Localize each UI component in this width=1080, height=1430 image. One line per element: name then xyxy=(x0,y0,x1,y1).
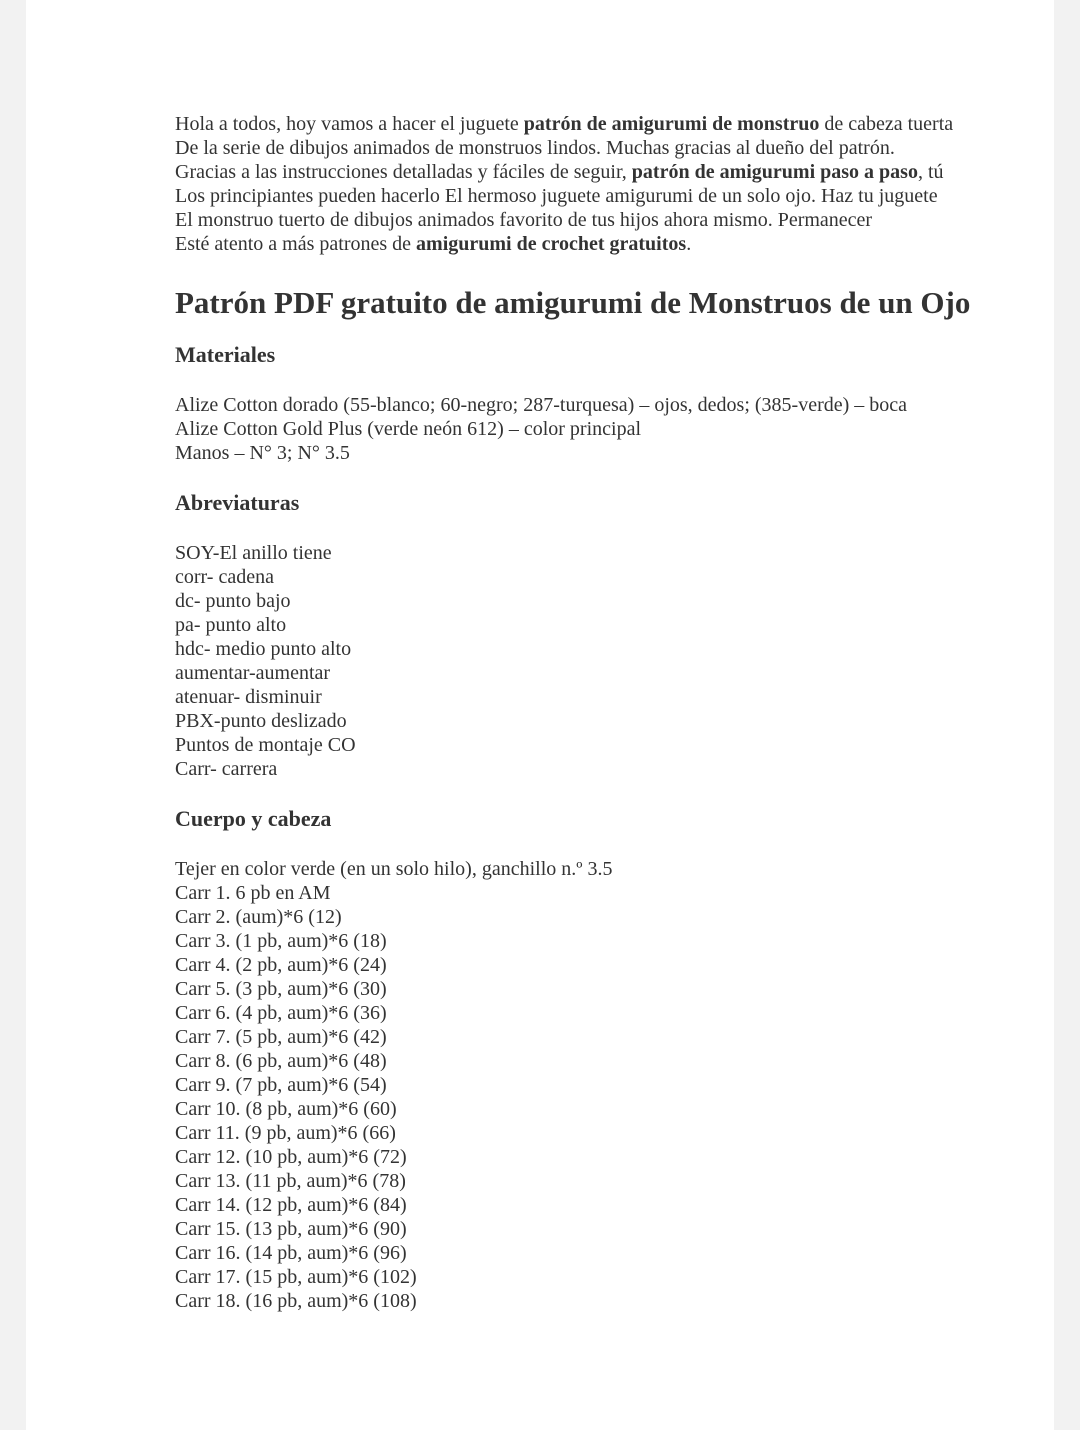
list-item: Tejer en color verde (en un solo hilo), ganchillo n.º 3.5 xyxy=(175,858,613,880)
list-item: Carr 5. (3 pb, aum)*6 (30) xyxy=(175,978,387,1000)
list-item: Carr 2. (aum)*6 (12) xyxy=(175,906,342,928)
section-heading-abreviaturas: Abreviaturas xyxy=(175,490,300,515)
list-item: Carr 15. (13 pb, aum)*6 (90) xyxy=(175,1218,407,1240)
list-item: dc- punto bajo xyxy=(175,590,291,612)
list-item: Carr- carrera xyxy=(175,758,278,780)
list-item: Carr 6. (4 pb, aum)*6 (36) xyxy=(175,1002,387,1024)
list-item: Carr 3. (1 pb, aum)*6 (18) xyxy=(175,930,387,952)
list-item: Carr 12. (10 pb, aum)*6 (72) xyxy=(175,1146,407,1168)
intro-line: Hola a todos, hoy vamos a hacer el juguete patrón de amigurumi de monstruo de cabeza tuerta xyxy=(175,113,954,135)
list-item: aumentar-aumentar xyxy=(175,662,331,684)
list-item: Carr 7. (5 pb, aum)*6 (42) xyxy=(175,1026,387,1048)
list-item: Carr 14. (12 pb, aum)*6 (84) xyxy=(175,1194,407,1216)
list-item: SOY-El anillo tiene xyxy=(175,542,332,564)
materiales-list xyxy=(175,393,975,465)
intro-paragraph xyxy=(175,112,975,256)
section-heading-materiales: Materiales xyxy=(175,342,276,367)
list-item: hdc- medio punto alto xyxy=(175,638,352,660)
list-item: Carr 1. 6 pb en AM xyxy=(175,882,331,904)
intro-line: Los principiantes pueden hacerlo El hermoso juguete amigurumi de un solo ojo. Haz tu juguete xyxy=(175,185,938,207)
list-item: Alize Cotton Gold Plus (verde neón 612) – color principal xyxy=(175,418,642,440)
intro-line: El monstruo tuerto de dibujos animados favorito de tus hijos ahora mismo. Permanecer xyxy=(175,209,873,231)
list-item: Carr 18. (16 pb, aum)*6 (108) xyxy=(175,1290,417,1312)
list-item: Carr 13. (11 pb, aum)*6 (78) xyxy=(175,1170,406,1192)
page-title: Patrón PDF gratuito de amigurumi de Monstruos de un Ojo xyxy=(175,285,971,320)
list-item: Carr 17. (15 pb, aum)*6 (102) xyxy=(175,1266,417,1288)
intro-line: De la serie de dibujos animados de monstruos lindos. Muchas gracias al dueño del patrón. xyxy=(175,137,895,159)
intro-link[interactable]: amigurumi de crochet gratuitos xyxy=(416,233,687,255)
list-item: Carr 4. (2 pb, aum)*6 (24) xyxy=(175,954,387,976)
article-content xyxy=(175,112,975,1313)
list-item: Manos – N° 3; N° 3.5 xyxy=(175,442,350,464)
list-item: Carr 9. (7 pb, aum)*6 (54) xyxy=(175,1074,387,1096)
document-page xyxy=(26,0,1054,1430)
intro-link[interactable]: patrón de amigurumi de monstruo xyxy=(523,113,820,135)
list-item: Carr 16. (14 pb, aum)*6 (96) xyxy=(175,1242,407,1264)
list-item: Carr 11. (9 pb, aum)*6 (66) xyxy=(175,1122,396,1144)
list-item: Carr 8. (6 pb, aum)*6 (48) xyxy=(175,1050,387,1072)
list-item: Alize Cotton dorado (55-blanco; 60-negro; 287-turquesa) – ojos, dedos; (385-verde) – boca xyxy=(175,394,908,416)
list-item: atenuar- disminuir xyxy=(175,686,322,708)
list-item: Carr 10. (8 pb, aum)*6 (60) xyxy=(175,1098,397,1120)
list-item: PBX-punto deslizado xyxy=(175,710,347,732)
cuerpo-list xyxy=(175,857,975,1313)
list-item: corr- cadena xyxy=(175,566,274,588)
list-item: pa- punto alto xyxy=(175,614,287,636)
section-heading-cuerpo: Cuerpo y cabeza xyxy=(175,806,332,831)
intro-line: Esté atento a más patrones de amigurumi de crochet gratuitos. xyxy=(175,233,692,255)
intro-line: Gracias a las instrucciones detalladas y fáciles de seguir, patrón de amigurumi paso a paso, tú xyxy=(175,161,944,183)
abreviaturas-list xyxy=(175,541,975,781)
list-item: Puntos de montaje CO xyxy=(175,734,356,756)
intro-link[interactable]: patrón de amigurumi paso a paso xyxy=(631,161,918,183)
